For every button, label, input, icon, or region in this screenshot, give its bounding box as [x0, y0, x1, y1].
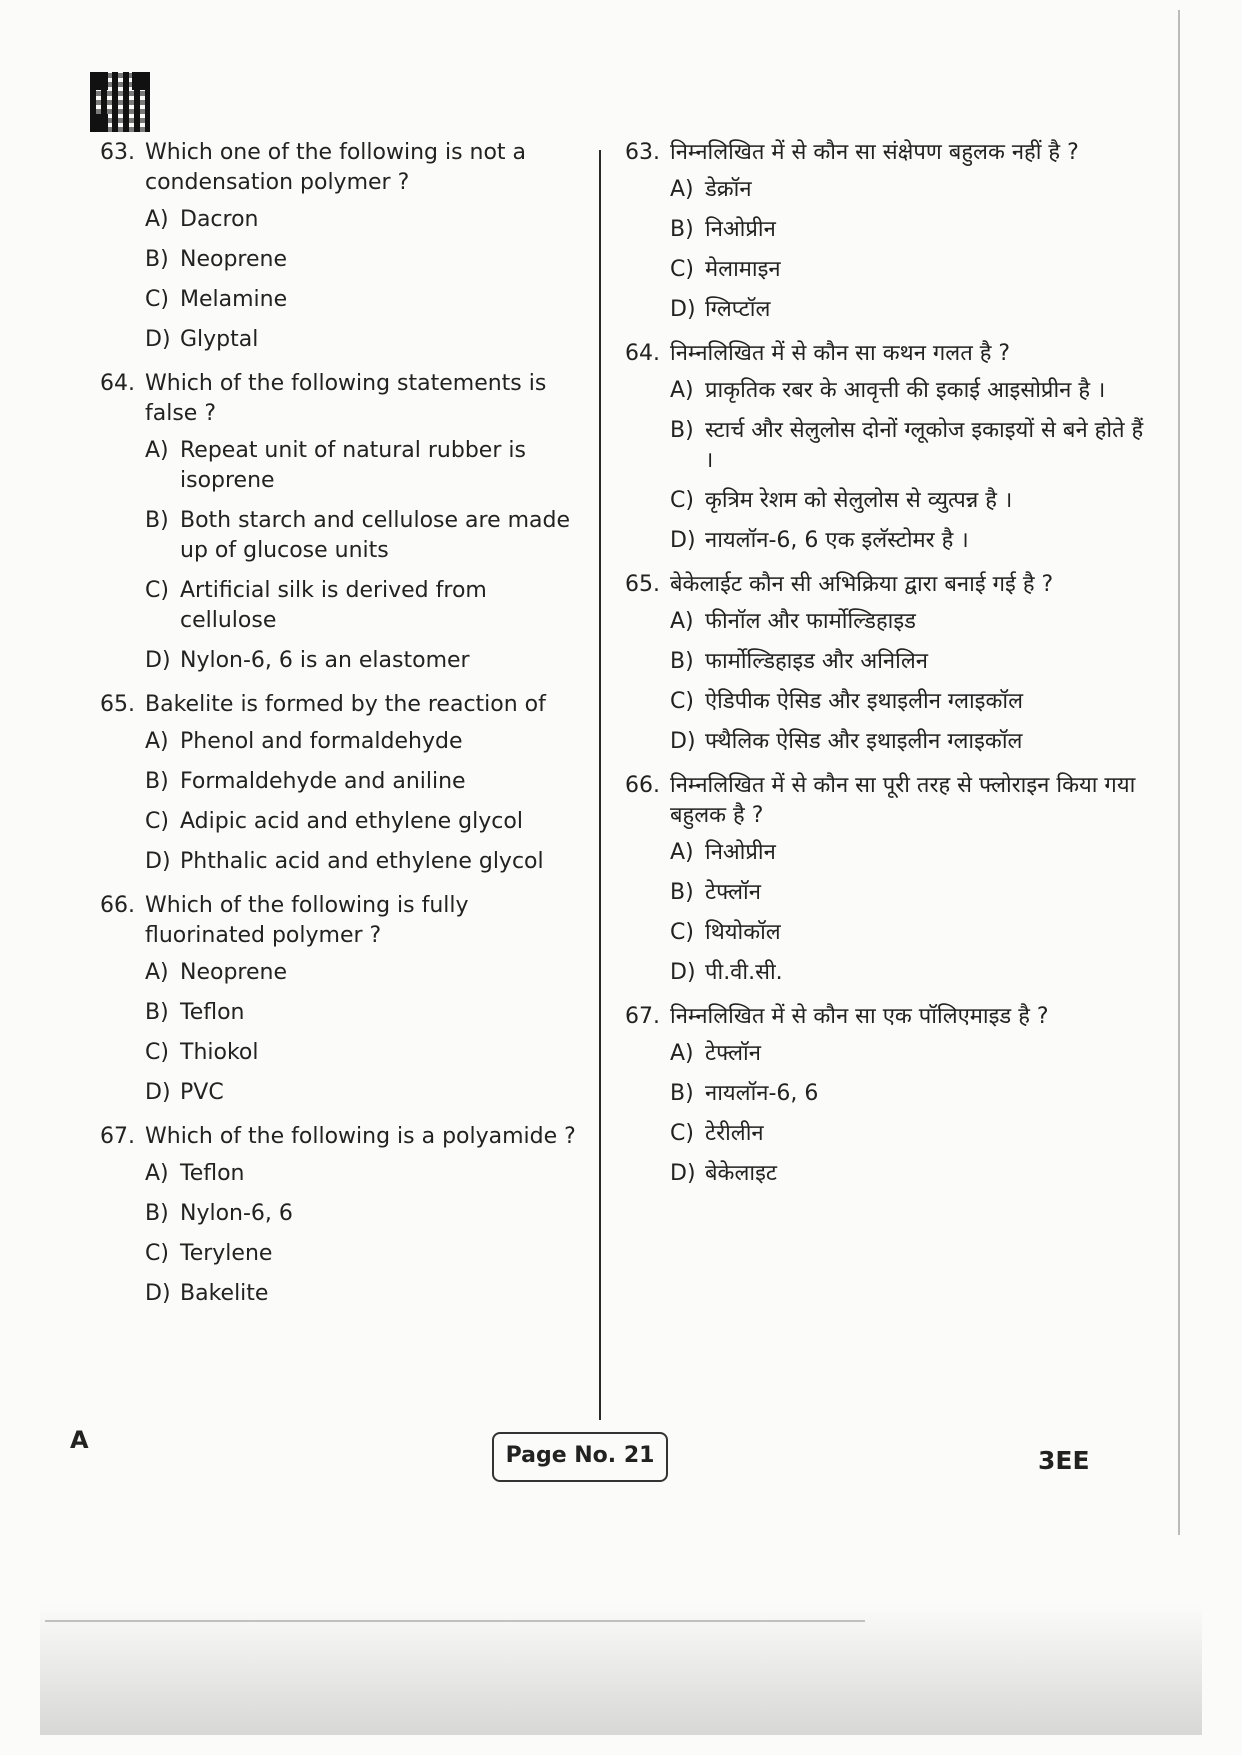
- option-text: Terylene: [180, 1241, 273, 1266]
- option-label: A): [670, 609, 694, 634]
- option-label: B): [145, 508, 169, 533]
- page-number: Page No. 21: [492, 1432, 668, 1482]
- answer-option: [145, 1159, 580, 1189]
- answer-option: [670, 727, 1145, 757]
- paper-code: 3EE: [1038, 1446, 1090, 1475]
- option-text: नायलॉन-6, 6: [705, 1081, 819, 1106]
- option-text: Nylon-6, 6 is an elastomer: [180, 648, 470, 673]
- option-label: A): [670, 840, 694, 865]
- scan-shadow: [40, 1605, 1202, 1735]
- answer-option: [145, 646, 580, 676]
- option-label: A): [145, 438, 169, 463]
- qr-code-icon: [90, 72, 150, 132]
- question-en-3: [100, 891, 580, 1108]
- option-text: Repeat unit of natural rubber is isoprene: [180, 438, 526, 493]
- option-label: D): [670, 1161, 696, 1186]
- option-label: B): [145, 769, 169, 794]
- answer-option: [670, 878, 1145, 908]
- question-number: 64.: [100, 371, 135, 396]
- option-label: B): [145, 247, 169, 272]
- option-label: C): [145, 1040, 169, 1065]
- option-label: D): [145, 648, 171, 673]
- column-divider: [599, 150, 601, 1420]
- question-hi-1: [625, 339, 1145, 556]
- option-text: कृत्रिम रेशम को सेलुलोस से व्युत्पन्न है ।: [705, 488, 1013, 513]
- option-text: फ्थैलिक ऐसिड और इथाइलीन ग्लाइकॉल: [705, 729, 1023, 754]
- option-label: B): [670, 217, 694, 242]
- option-text: फार्मोल्डिहाइड और अनिलिन: [705, 649, 928, 674]
- question-text: Bakelite is formed by the reaction of: [145, 692, 546, 717]
- option-text: नायलॉन-6, 6 एक इलॅस्टोमर है ।: [705, 528, 969, 553]
- option-text: बेकेलाइट: [705, 1161, 777, 1186]
- answer-option: [145, 576, 580, 636]
- option-label: D): [145, 849, 171, 874]
- question-number: 65.: [625, 572, 660, 597]
- option-text: Phenol and formaldehyde: [180, 729, 463, 754]
- answer-option: [145, 998, 580, 1028]
- option-text: Bakelite: [180, 1281, 269, 1306]
- option-text: Neoprene: [180, 247, 287, 272]
- option-text: Dacron: [180, 207, 259, 232]
- option-text: निओप्रीन: [705, 217, 776, 242]
- question-en-4: [100, 1122, 580, 1309]
- option-text: Artificial silk is derived from cellulose: [180, 578, 487, 633]
- question-text: Which one of the following is not a condensation polymer ?: [145, 140, 527, 195]
- question-number: 67.: [625, 1004, 660, 1029]
- option-text: टेरीलीन: [705, 1121, 764, 1146]
- option-label: D): [670, 297, 696, 322]
- page-edge-line: [1178, 10, 1180, 1535]
- hindi-column: [625, 138, 1145, 1203]
- question-en-1: [100, 369, 580, 676]
- question-text: निम्नलिखित में से कौन सा एक पॉलिएमाइड है ?: [670, 1004, 1049, 1029]
- option-label: B): [670, 418, 694, 443]
- answer-option: [145, 205, 580, 235]
- question-hi-4: [625, 1002, 1145, 1189]
- answer-option: [670, 1119, 1145, 1149]
- question-text: बेकेलाईट कौन सी अभिक्रिया द्वारा बनाई गई है ?: [670, 572, 1054, 597]
- answer-option: [670, 1079, 1145, 1109]
- option-label: A): [670, 177, 694, 202]
- option-label: A): [145, 1161, 169, 1186]
- question-number: 66.: [625, 773, 660, 798]
- option-label: C): [670, 257, 694, 282]
- english-column: [100, 138, 580, 1323]
- option-text: टेफ्लॉन: [705, 1041, 761, 1066]
- option-text: स्टार्च और सेलुलोस दोनों ग्लूकोज इकाइयों से बने होते हैं ।: [705, 418, 1144, 473]
- option-label: C): [145, 287, 169, 312]
- answer-option: [145, 1199, 580, 1229]
- option-text: Thiokol: [180, 1040, 259, 1065]
- option-label: B): [145, 1000, 169, 1025]
- option-text: Phthalic acid and ethylene glycol: [180, 849, 544, 874]
- answer-option: [670, 1159, 1145, 1189]
- answer-option: [145, 325, 580, 355]
- option-text: मेलामाइन: [705, 257, 781, 282]
- question-hi-2: [625, 570, 1145, 757]
- option-text: Neoprene: [180, 960, 287, 985]
- answer-option: [145, 767, 580, 797]
- option-text: फीनॉल और फार्मोल्डिहाइड: [705, 609, 916, 634]
- answer-option: [145, 285, 580, 315]
- option-label: C): [145, 578, 169, 603]
- question-text: निम्नलिखित में से कौन सा संक्षेपण बहुलक नहीं है ?: [670, 140, 1079, 165]
- answer-option: [145, 1279, 580, 1309]
- answer-option: [670, 526, 1145, 556]
- option-label: C): [670, 920, 694, 945]
- option-text: थियोकॉल: [705, 920, 781, 945]
- option-label: D): [670, 960, 696, 985]
- option-label: D): [145, 1080, 171, 1105]
- answer-option: [145, 958, 580, 988]
- answer-option: [145, 1078, 580, 1108]
- question-text: Which of the following statements is false ?: [145, 371, 547, 426]
- option-text: Teflon: [180, 1000, 245, 1025]
- option-text: टेफ्लॉन: [705, 880, 761, 905]
- option-text: प्राकृतिक रबर के आवृत्ती की इकाई आइसोप्रीन है ।: [705, 378, 1106, 403]
- option-text: निओप्रीन: [705, 840, 776, 865]
- answer-option: [670, 647, 1145, 677]
- option-label: C): [670, 1121, 694, 1146]
- question-text: Which of the following is fully fluorinated polymer ?: [145, 893, 469, 948]
- answer-option: [670, 958, 1145, 988]
- option-text: Formaldehyde and aniline: [180, 769, 466, 794]
- answer-option: [670, 255, 1145, 285]
- option-label: A): [670, 1041, 694, 1066]
- option-label: B): [670, 880, 694, 905]
- question-en-2: [100, 690, 580, 877]
- answer-option: [670, 416, 1145, 476]
- answer-option: [145, 436, 580, 496]
- option-text: Adipic acid and ethylene glycol: [180, 809, 523, 834]
- option-text: Glyptal: [180, 327, 259, 352]
- scan-artifact-line: [45, 1620, 865, 1622]
- question-number: 65.: [100, 692, 135, 717]
- option-text: Nylon-6, 6: [180, 1201, 293, 1226]
- option-text: ऐडिपीक ऐसिड और इथाइलीन ग्लाइकॉल: [705, 689, 1023, 714]
- answer-option: [145, 245, 580, 275]
- answer-option: [145, 727, 580, 757]
- answer-option: [670, 1039, 1145, 1069]
- answer-option: [145, 506, 580, 566]
- option-label: D): [670, 729, 696, 754]
- question-text: निम्नलिखित में से कौन सा कथन गलत है ?: [670, 341, 1011, 366]
- answer-option: [670, 838, 1145, 868]
- option-label: C): [145, 1241, 169, 1266]
- option-label: A): [145, 960, 169, 985]
- question-number: 67.: [100, 1124, 135, 1149]
- option-label: B): [670, 1081, 694, 1106]
- option-label: C): [145, 809, 169, 834]
- set-letter: A: [70, 1426, 89, 1454]
- option-label: C): [670, 689, 694, 714]
- answer-option: [145, 1038, 580, 1068]
- question-hi-3: [625, 771, 1145, 988]
- answer-option: [670, 295, 1145, 325]
- option-text: Teflon: [180, 1161, 245, 1186]
- option-text: पी.वी.सी.: [705, 960, 783, 985]
- question-hi-0: [625, 138, 1145, 325]
- option-label: D): [145, 327, 171, 352]
- option-label: B): [145, 1201, 169, 1226]
- question-text: निम्नलिखित में से कौन सा पूरी तरह से फ्लोराइन किया गया बहुलक है ?: [670, 773, 1136, 828]
- option-label: A): [145, 207, 169, 232]
- answer-option: [145, 847, 580, 877]
- option-label: C): [670, 488, 694, 513]
- answer-option: [670, 175, 1145, 205]
- answer-option: [145, 807, 580, 837]
- answer-option: [670, 687, 1145, 717]
- option-text: Melamine: [180, 287, 288, 312]
- option-text: Both starch and cellulose are made up of glucose units: [180, 508, 571, 563]
- question-en-0: [100, 138, 580, 355]
- option-text: ग्लिप्टॉल: [705, 297, 771, 322]
- answer-option: [145, 1239, 580, 1269]
- answer-option: [670, 607, 1145, 637]
- question-number: 64.: [625, 341, 660, 366]
- option-label: A): [145, 729, 169, 754]
- answer-option: [670, 376, 1145, 406]
- answer-option: [670, 215, 1145, 245]
- question-number: 66.: [100, 893, 135, 918]
- option-label: A): [670, 378, 694, 403]
- answer-option: [670, 918, 1145, 948]
- question-number: 63.: [100, 140, 135, 165]
- option-text: डेक्रॉन: [705, 177, 752, 202]
- option-label: B): [670, 649, 694, 674]
- question-number: 63.: [625, 140, 660, 165]
- answer-option: [670, 486, 1145, 516]
- option-text: PVC: [180, 1080, 224, 1105]
- question-text: Which of the following is a polyamide ?: [145, 1124, 576, 1149]
- option-label: D): [670, 528, 696, 553]
- option-label: D): [145, 1281, 171, 1306]
